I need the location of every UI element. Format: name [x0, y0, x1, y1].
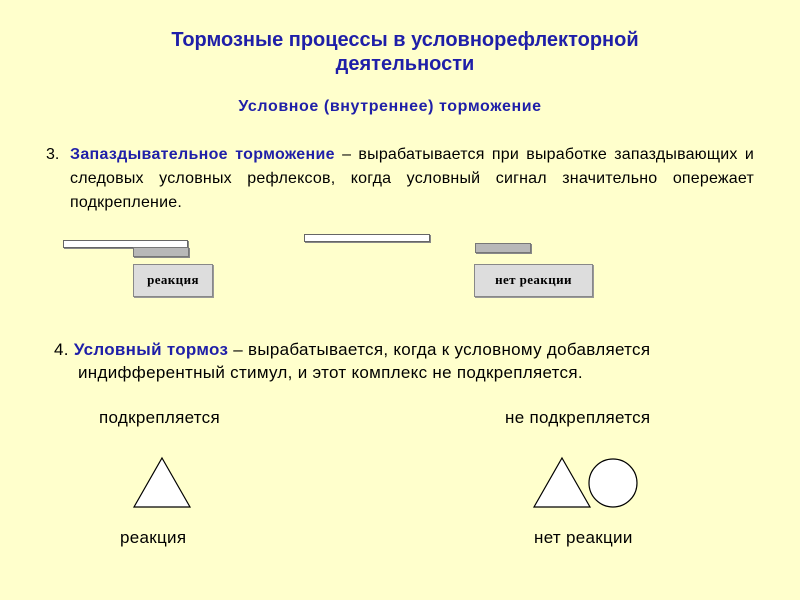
item-3-text: – вырабатывается при выработке запаздывающих и следовых условных рефлексов, когда условный сигнал значительно опережает подкрепление. [70, 146, 754, 211]
subtitle: Условное (внутреннее) торможение [238, 98, 542, 115]
no-reaction-box: нет реакции [474, 264, 593, 297]
label-reinforced: подкрепляется [99, 408, 220, 427]
item-3-body [70, 143, 754, 215]
reinforcement-bar-2 [475, 243, 531, 253]
item-3-number: 3. [46, 146, 60, 163]
label-no-reaction: нет реакции [534, 528, 633, 547]
triangle-stimulus-icon [130, 455, 194, 511]
title-line-2: деятельности [335, 53, 475, 75]
triangle-stimulus-2-icon [530, 455, 594, 511]
signal-bar-2 [304, 234, 430, 242]
page-title [0, 28, 800, 76]
item-3 [46, 143, 754, 215]
reinforcement-bar-1 [133, 247, 189, 257]
reaction-box: реакция [133, 264, 213, 297]
item-4-number: 4. [54, 340, 74, 359]
label-not-reinforced: не подкрепляется [505, 408, 651, 427]
title-line-1: Тормозные процессы в условнорефлекторной [171, 29, 639, 51]
item-4 [54, 338, 754, 384]
circle-indifferent-stimulus-icon [586, 456, 640, 510]
label-reaction: реакция [120, 528, 187, 547]
item-3-term: Запаздывательное торможение [70, 146, 335, 163]
item-4-term: Условный тормоз [73, 340, 229, 359]
item-4-text-line-2: индифферентный стимул, и этот комплекс не подкрепляется. [78, 363, 583, 382]
item-4-text-line-1: – вырабатывается, когда к условному добавляется [228, 340, 651, 359]
